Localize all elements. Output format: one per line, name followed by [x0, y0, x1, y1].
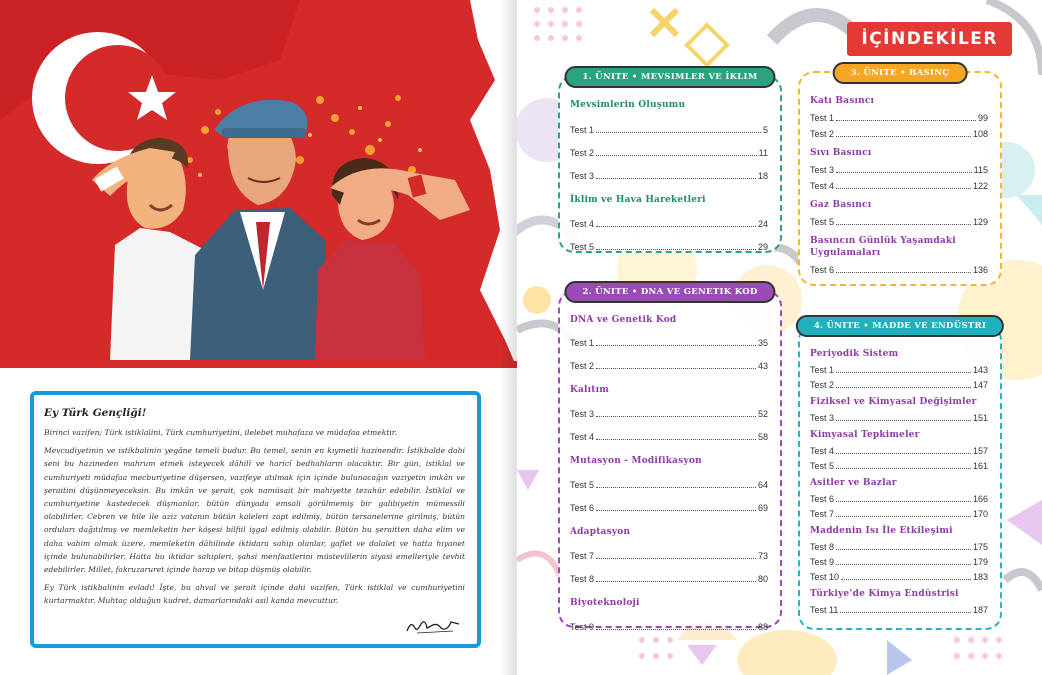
toc-row[interactable] [810, 572, 988, 582]
toc-row[interactable] [570, 219, 768, 229]
toc-row[interactable] [810, 165, 988, 175]
page-number: 147 [972, 380, 988, 390]
toc-row[interactable] [810, 494, 988, 504]
page-number: 143 [972, 365, 988, 375]
dot-leader [836, 272, 971, 273]
unit-4-box [798, 321, 1002, 630]
dot-leader [836, 136, 971, 137]
toc-row[interactable] [570, 125, 768, 135]
unit-3-box [798, 68, 1002, 286]
dot-leader [596, 249, 756, 250]
test-label: Test 3 [810, 165, 835, 175]
dot-leader [836, 387, 971, 388]
test-label: Test 2 [570, 148, 595, 158]
toc-title: İÇİNDEKİLER [847, 22, 1012, 56]
toc-row[interactable] [810, 113, 988, 123]
topic-title: Adaptasyon [570, 527, 631, 537]
toc-row[interactable] [570, 551, 768, 561]
dot-leader [836, 420, 971, 421]
signature-icon [403, 616, 463, 636]
test-label: Test 10 [810, 572, 840, 582]
toc-row[interactable] [810, 446, 988, 456]
toc-row[interactable] [570, 432, 768, 442]
toc-row[interactable] [570, 503, 768, 513]
toc-row[interactable] [570, 409, 768, 419]
page-number: 157 [972, 446, 988, 456]
test-label: Test 4 [570, 219, 595, 229]
dot-leader [841, 579, 971, 580]
page-number: 179 [972, 557, 988, 567]
dot-leader [596, 345, 756, 346]
page-number: 18 [757, 171, 768, 181]
toc-row[interactable] [810, 217, 988, 227]
toc-row[interactable] [570, 361, 768, 371]
dot-leader [596, 581, 756, 582]
test-label: Test 1 [570, 125, 595, 135]
dot-leader [836, 372, 971, 373]
dot-leader [836, 549, 971, 550]
dot-leader [596, 416, 756, 417]
toc-row[interactable] [810, 265, 988, 275]
page-number: 108 [972, 129, 988, 139]
dot-leader [596, 510, 756, 511]
page-number: 183 [972, 572, 988, 582]
topic-title: Türkiye’de Kimya Endüstrisi [810, 589, 959, 599]
dot-leader [840, 612, 971, 613]
page-number: 5 [762, 125, 768, 135]
test-label: Test 2 [570, 361, 595, 371]
dot-leader [836, 453, 971, 454]
test-label: Test 7 [570, 551, 595, 561]
page-number: 170 [972, 509, 988, 519]
page-number: 122 [972, 181, 988, 191]
test-label: Test 11 [810, 605, 839, 615]
dot-leader [596, 558, 756, 559]
page-number: 151 [972, 413, 988, 423]
topic-title: Fiziksel ve Kimyasal Değişimler [810, 397, 977, 407]
toc-row[interactable] [570, 338, 768, 348]
toc-row[interactable] [810, 181, 988, 191]
page-number: 73 [757, 551, 768, 561]
topic-title: Katı Basıncı [810, 96, 875, 106]
page-number: 115 [973, 165, 988, 175]
test-label: Test 1 [810, 365, 835, 375]
page-number: 58 [757, 432, 768, 442]
speech-title: Ey Türk Gençliği! [44, 407, 147, 419]
topic-title: Basıncın Günlük Yaşamdaki Uygulamaları [810, 236, 956, 258]
unit-1-header: 1. ÜNITE • MEVSIMLER VE İKLIM [564, 66, 775, 88]
dot-leader [836, 120, 976, 121]
toc-row[interactable] [810, 380, 988, 390]
topic-title: İklim ve Hava Hareketleri [570, 195, 706, 205]
test-label: Test 5 [810, 461, 835, 471]
topic-title: Asitler ve Bazlar [810, 478, 897, 488]
speech-box [30, 391, 481, 648]
dot-leader [836, 224, 971, 225]
test-label: Test 5 [570, 242, 595, 252]
topic-title: Mutasyon - Modifikasyon [570, 456, 702, 466]
page-number: 43 [757, 361, 768, 371]
speech-paragraph-2: Mevcudiyetinin ve istikbalinin yegâne temeli budur. Bu temel, senin en kıymetli hazinendir. İstikbalde dahi seni bu hazineden mahrum etmek isteyecek dâhilî ve haricî bedhahların olacaktır. Bir gün, istiklal ve cumhuriyeti müdafaa mecburiyetine düşersen, vazifeye atılmak için içinde bulunacağın vaziyetin imkân ve şeraitini düşünmeyeceksin. Bu imkân ve şerait, çok namüsait bir mahiyette tezahür edebilir. İstiklal ve cumhuriyetine kastedecek düşmanlar, bütün dünyada emsali görülmemiş bir galibiyetin mümessili olabilirler. Cebren ve hile ile aziz vatanın bütün kaleleri zapt edilmiş, bütün tersanelerine girilmiş, bütün orduları dağıtılmış ve memleketin her köşesi bilfiil işgal edilmiş olabilir. Bütün bu şeraitten daha elim ve daha vahim olmak üzere, memleketin dâhilinde iktidara sahip olanlar, gaflet ve dalalet ve hatta hıyanet içinde bulunabilirler. Hatta bu iktidar sahipleri, şahsi menfaatlerini müstevlilerin siyasi emelleriyle tevhit edebilirler. Millet, fakruzaruret içinde harap ve bitap düşmüş olabilir. [44, 446, 465, 575]
dot-leader [596, 226, 756, 227]
unit-3-header: 3. ÜNITE • BASINÇ [833, 62, 968, 84]
topic-title: Periyodik Sistem [810, 349, 899, 359]
page-number: 35 [757, 338, 768, 348]
page-number: 99 [977, 113, 988, 123]
right-page [517, 0, 1042, 675]
page-number: 24 [757, 219, 768, 229]
test-label: Test 3 [570, 409, 595, 419]
topic-title: Gaz Basıncı [810, 200, 872, 210]
toc-row[interactable] [810, 605, 988, 615]
page-number: 64 [757, 480, 768, 490]
dot-leader [596, 132, 761, 133]
test-label: Test 5 [570, 480, 595, 490]
toc-row[interactable] [810, 365, 988, 375]
topic-title: Mevsimlerin Oluşumu [570, 100, 686, 110]
topic-title: Kalıtım [570, 385, 609, 395]
page-number: 88 [757, 622, 768, 632]
page-number: 187 [972, 605, 988, 615]
test-label: Test 2 [810, 129, 835, 139]
test-label: Test 9 [570, 622, 595, 632]
test-label: Test 6 [570, 503, 595, 513]
page-number: 52 [757, 409, 768, 419]
test-label: Test 6 [810, 265, 835, 275]
dot-leader [596, 368, 756, 369]
test-label: Test 4 [810, 181, 835, 191]
page-number: 11 [758, 148, 768, 158]
dot-leader [596, 487, 756, 488]
dot-leader [836, 188, 971, 189]
toc-row[interactable] [810, 413, 988, 423]
topic-title: DNA ve Genetik Kod [570, 315, 677, 325]
test-label: Test 1 [570, 338, 595, 348]
dot-leader [836, 564, 971, 565]
test-label: Test 2 [810, 380, 835, 390]
dot-leader [836, 468, 971, 469]
test-label: Test 4 [810, 446, 835, 456]
dot-leader [596, 629, 756, 630]
dot-leader [596, 439, 756, 440]
page-number: 29 [757, 242, 768, 252]
toc-row[interactable] [810, 557, 988, 567]
speech-paragraph-3: Ey Türk istikbalinin evladı! İşte, bu ahval ve şerait içinde dahi vazifen, Türk istiklal ve cumhuriyetini kurtarmaktır. Muhtaç olduğun kudret, damarlarındaki asil kanda mevcuttur. [44, 583, 465, 606]
dot-leader [836, 172, 972, 173]
speech-paragraph-1: Birinci vazifen; Türk istiklalini, Türk cumhuriyetini, ilelebet muhafaza ve müdafaa etmektir. [44, 428, 398, 437]
dot-leader [836, 501, 971, 502]
flag-and-youth-illustration [0, 0, 517, 368]
toc-row[interactable] [570, 171, 768, 181]
left-page [0, 0, 517, 675]
page-number: 69 [757, 503, 768, 513]
topic-title: Kimyasal Tepkimeler [810, 430, 920, 440]
toc-row[interactable] [810, 461, 988, 471]
toc-row[interactable] [810, 129, 988, 139]
test-label: Test 9 [810, 557, 835, 567]
dot-leader [596, 155, 757, 156]
hero-illustration [0, 0, 517, 368]
dot-leader [596, 178, 756, 179]
test-label: Test 1 [810, 113, 835, 123]
dot-leader [836, 516, 971, 517]
toc-row[interactable] [810, 542, 988, 552]
toc-row[interactable] [570, 242, 768, 252]
test-label: Test 4 [570, 432, 595, 442]
page-number: 166 [972, 494, 988, 504]
test-label: Test 8 [570, 574, 595, 584]
page-number: 136 [972, 265, 988, 275]
topic-title: Sıvı Basıncı [810, 148, 872, 158]
hero-bottom-strip [0, 361, 517, 368]
toc-row[interactable] [570, 480, 768, 490]
test-label: Test 3 [810, 413, 835, 423]
test-label: Test 7 [810, 509, 835, 519]
toc-row[interactable] [570, 574, 768, 584]
test-label: Test 3 [570, 171, 595, 181]
unit-1-box [558, 72, 782, 253]
unit-2-box [558, 287, 782, 632]
toc-row[interactable] [570, 622, 768, 632]
test-label: Test 5 [810, 217, 835, 227]
topic-title: Maddenin Isı İle Etkileşimi [810, 526, 953, 536]
unit-4-header: 4. ÜNITE • MADDE VE ENDÜSTRI [796, 315, 1004, 337]
page-number: 175 [972, 542, 988, 552]
page-number: 129 [972, 217, 988, 227]
toc-row[interactable] [570, 148, 768, 158]
page-number: 161 [972, 461, 988, 471]
page-number: 80 [757, 574, 768, 584]
unit-2-header: 2. ÜNITE • DNA VE GENETIK KOD [564, 281, 775, 303]
test-label: Test 6 [810, 494, 835, 504]
topic-title: Biyoteknoloji [570, 598, 640, 608]
toc-row[interactable] [810, 509, 988, 519]
test-label: Test 8 [810, 542, 835, 552]
